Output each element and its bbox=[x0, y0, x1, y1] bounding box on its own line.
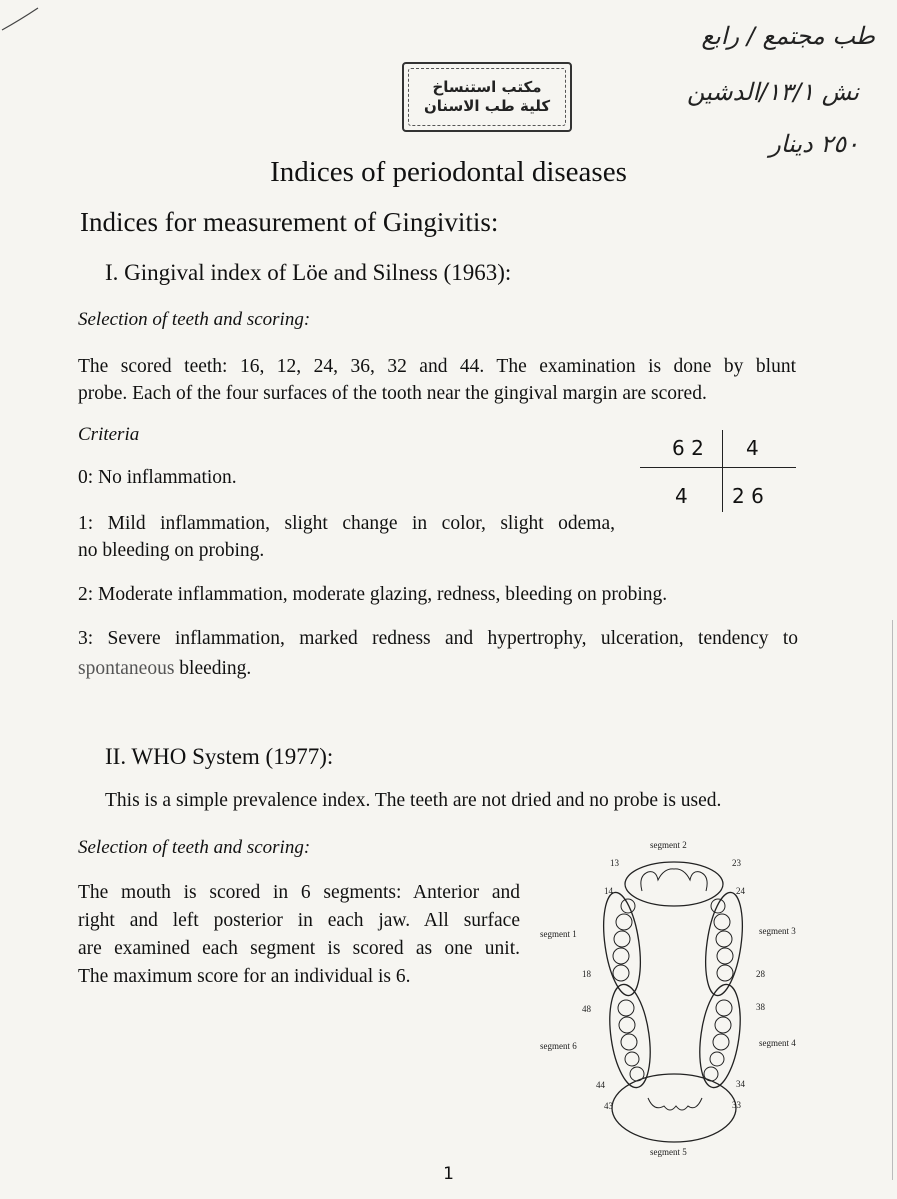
upper-left-teeth: 4 bbox=[746, 436, 759, 460]
stamp-line-1: مكتب استنساخ bbox=[432, 78, 542, 96]
who-body-line2: right and left posterior in each jaw. All surface bbox=[78, 910, 520, 931]
gi-description-line2: probe. Each of the four surfaces of the tooth near the gingival margin are scored. bbox=[78, 383, 707, 404]
handwritten-date: نش ١٣/١/الدشين bbox=[687, 78, 859, 106]
who-body-line1: The mouth is scored in 6 segments: Anterior and bbox=[78, 882, 520, 903]
segment-4-outline bbox=[694, 982, 746, 1090]
label-tooth-43: 43 bbox=[604, 1101, 613, 1111]
tooth-quadrant-chart bbox=[640, 430, 796, 512]
criteria-0: 0: No inflammation. bbox=[78, 467, 237, 488]
label-tooth-14: 14 bbox=[604, 886, 613, 896]
criteria-3-line1: 3: Severe inflammation, marked redness and hypertrophy, ulceration, tendency to bbox=[78, 628, 798, 649]
who-body-line4: The maximum score for an individual is 6. bbox=[78, 966, 411, 987]
quadrant-horizontal-line bbox=[640, 467, 796, 468]
criteria-1-line2: no bleeding on probing. bbox=[78, 540, 265, 561]
criteria-3-spontaneous: spontaneous bbox=[78, 658, 175, 679]
label-segment-4: segment 4 bbox=[759, 1038, 796, 1048]
criteria-label: Criteria bbox=[78, 424, 140, 445]
handwritten-course: طب مجتمع / رابع bbox=[701, 22, 875, 50]
handwritten-price: ٢٥٠ دينار bbox=[769, 130, 859, 158]
who-system-heading: II. WHO System (1977): bbox=[105, 744, 334, 769]
dental-segments-diagram bbox=[534, 836, 820, 1158]
label-segment-6: segment 6 bbox=[540, 1041, 577, 1051]
gi-selection-label: Selection of teeth and scoring: bbox=[78, 309, 311, 330]
gingival-index-heading: I. Gingival index of Löe and Silness (1963): bbox=[105, 260, 512, 285]
criteria-3-line2 bbox=[78, 656, 251, 682]
quadrant-vertical-line bbox=[722, 430, 723, 512]
label-tooth-18: 18 bbox=[582, 969, 591, 979]
page-number: 1 bbox=[443, 1164, 454, 1184]
label-tooth-44: 44 bbox=[596, 1080, 605, 1090]
stamp-line-2: كلية طب الاسنان bbox=[423, 97, 551, 115]
upper-right-teeth: 6 2 bbox=[672, 436, 704, 460]
lower-right-teeth: 4 bbox=[675, 484, 688, 508]
label-segment-5: segment 5 bbox=[650, 1147, 687, 1157]
page-title: Indices of periodontal diseases bbox=[270, 156, 627, 188]
who-body-line3: are examined each segment is scored as one unit. bbox=[78, 938, 520, 959]
label-tooth-23: 23 bbox=[732, 858, 741, 868]
label-tooth-28: 28 bbox=[756, 969, 765, 979]
label-tooth-38: 38 bbox=[756, 1002, 765, 1012]
upper-arch-teeth bbox=[613, 869, 733, 981]
pen-mark bbox=[0, 0, 60, 40]
page-edge-shadow bbox=[892, 620, 893, 1180]
criteria-2: 2: Moderate inflammation, moderate glazing, redness, bleeding on probing. bbox=[78, 584, 668, 605]
label-tooth-34: 34 bbox=[736, 1079, 745, 1089]
who-selection-label: Selection of teeth and scoring: bbox=[78, 837, 311, 858]
label-segment-1: segment 1 bbox=[540, 929, 577, 939]
lower-left-teeth: 2 6 bbox=[732, 484, 764, 508]
segment-3-outline bbox=[700, 890, 748, 998]
criteria-3-bleeding: bleeding. bbox=[174, 658, 252, 679]
label-segment-3: segment 3 bbox=[759, 926, 796, 936]
label-tooth-33: 33 bbox=[732, 1100, 741, 1110]
criteria-1-line1: 1: Mild inflammation, slight change in color, slight odema, bbox=[78, 513, 615, 534]
who-intro: This is a simple prevalence index. The teeth are not dried and no probe is used. bbox=[105, 790, 722, 811]
segment-1-outline bbox=[598, 890, 646, 998]
lower-arch-teeth bbox=[618, 1000, 732, 1110]
library-stamp bbox=[402, 62, 572, 132]
label-tooth-13: 13 bbox=[610, 858, 619, 868]
gi-description-line1: The scored teeth: 16, 12, 24, 36, 32 and 44. The examination is done by blunt bbox=[78, 356, 796, 377]
label-segment-2: segment 2 bbox=[650, 840, 687, 850]
label-tooth-24: 24 bbox=[736, 886, 745, 896]
section-heading: Indices for measurement of Gingivitis: bbox=[80, 207, 499, 237]
label-tooth-48: 48 bbox=[582, 1004, 591, 1014]
